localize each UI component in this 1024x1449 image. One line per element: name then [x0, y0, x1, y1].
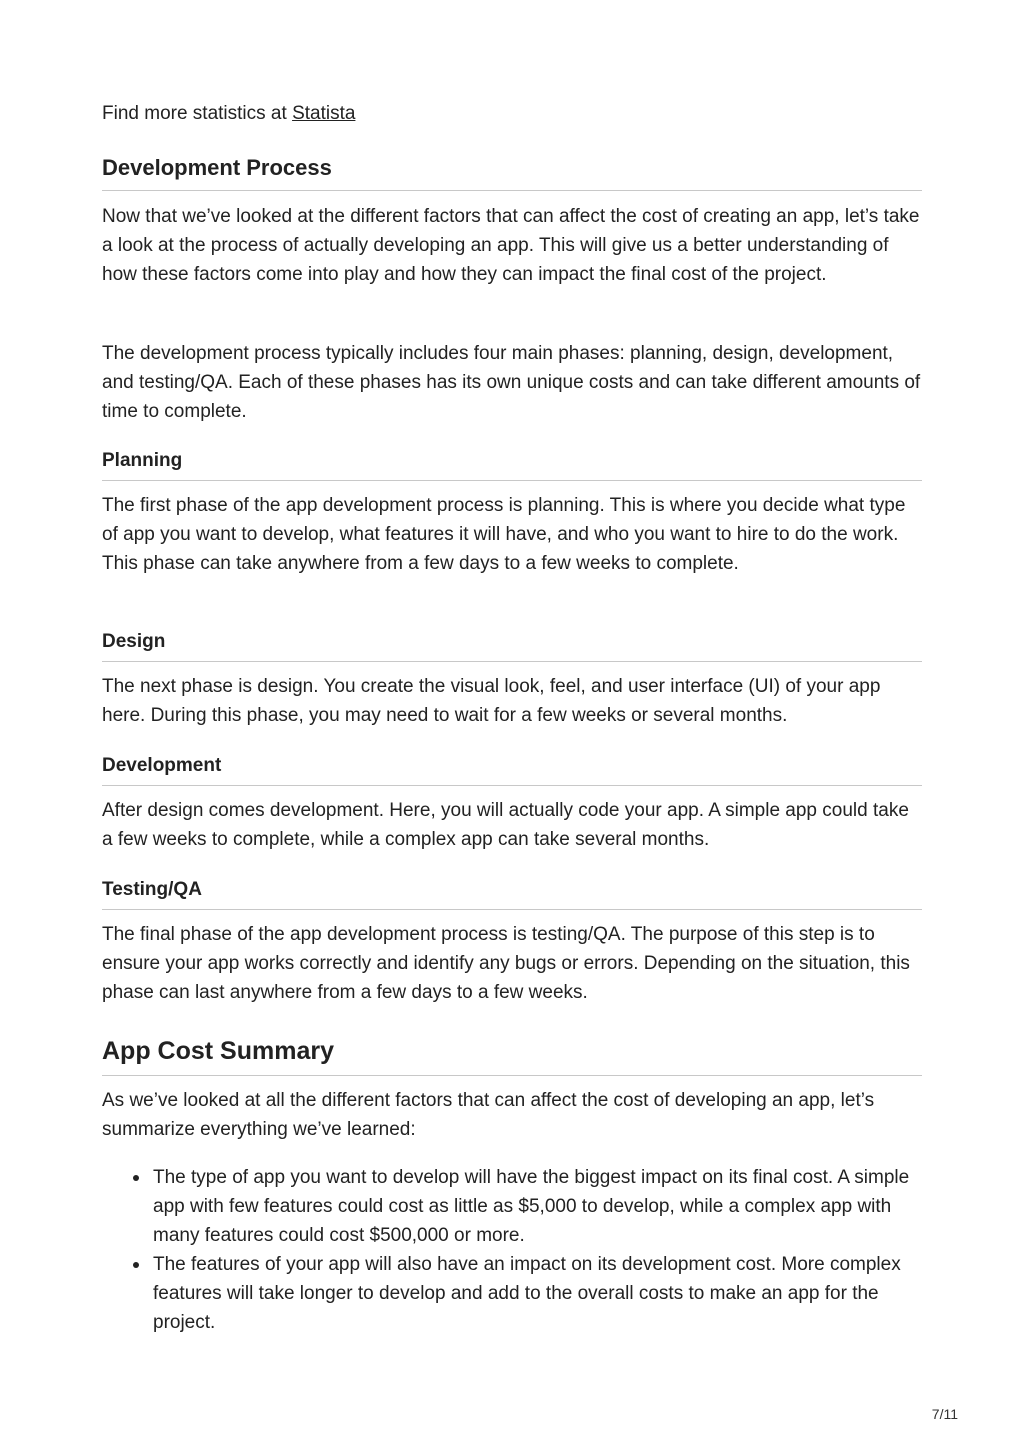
development-process-paragraph-2: The development process typically includes four main phases: planning, design, development, and testing/QA. Each of these phases has its own unique costs and can take different amounts of time to complete. — [102, 343, 921, 422]
development-process-heading: Development Process — [102, 155, 922, 191]
planning-heading: Planning — [102, 450, 922, 481]
list-item — [102, 1250, 922, 1337]
testing-qa-paragraph: The final phase of the app development process is testing/QA. The purpose of this step is to ensure your app works correctly and identify any bugs or errors. Depending on the situation, this phase can last anywhere from a few days to a few weeks. — [102, 924, 910, 1003]
bullet-dot-icon — [133, 1262, 139, 1268]
intro-text: Find more statistics at — [102, 103, 293, 124]
design-paragraph: The next phase is design. You create the visual look, feel, and user interface (UI) of your app here. During this phase, you may need to wait for a few weeks or several months. — [102, 676, 881, 726]
design-heading: Design — [102, 631, 922, 662]
development-process-paragraph-1: Now that we’ve looked at the different factors that can affect the cost of creating an app, let’s take a look at the process of actually developing an app. This will give us a better understanding of how these factors come into play and how they can impact the final cost of the project. — [102, 206, 920, 285]
intro-line — [102, 101, 355, 127]
app-cost-summary-heading: App Cost Summary — [102, 1037, 922, 1076]
bullet-dot-icon — [133, 1175, 139, 1181]
development-paragraph: After design comes development. Here, you will actually code your app. A simple app could take a few weeks to complete, while a complex app can take several months. — [102, 800, 909, 850]
app-cost-summary-paragraph: As we’ve looked at all the different factors that can affect the cost of developing an app, let’s summarize everything we’ve learned: — [102, 1090, 875, 1140]
page-number: 7/11 — [931, 1406, 958, 1422]
list-item-text: The type of app you want to develop will have the biggest impact on its final cost. A simple app with few features could cost as little as $5,000 to develop, while a complex app with many features could cost $500,000 or more. — [153, 1167, 910, 1246]
testing-qa-heading: Testing/QA — [102, 879, 922, 910]
list-item-text: The features of your app will also have an impact on its development cost. More complex features will take longer to develop and add to the overall costs to make an app for the project. — [153, 1254, 901, 1333]
planning-paragraph: The first phase of the app development process is planning. This is where you decide what type of app you want to develop, what features it will have, and who you want to hire to do the work. This phase can take anywhere from a few days to a few weeks to complete. — [102, 495, 906, 574]
development-heading: Development — [102, 755, 922, 786]
statista-link[interactable]: Statista — [292, 103, 356, 124]
list-item — [102, 1163, 922, 1250]
summary-bullet-list — [102, 1163, 922, 1337]
